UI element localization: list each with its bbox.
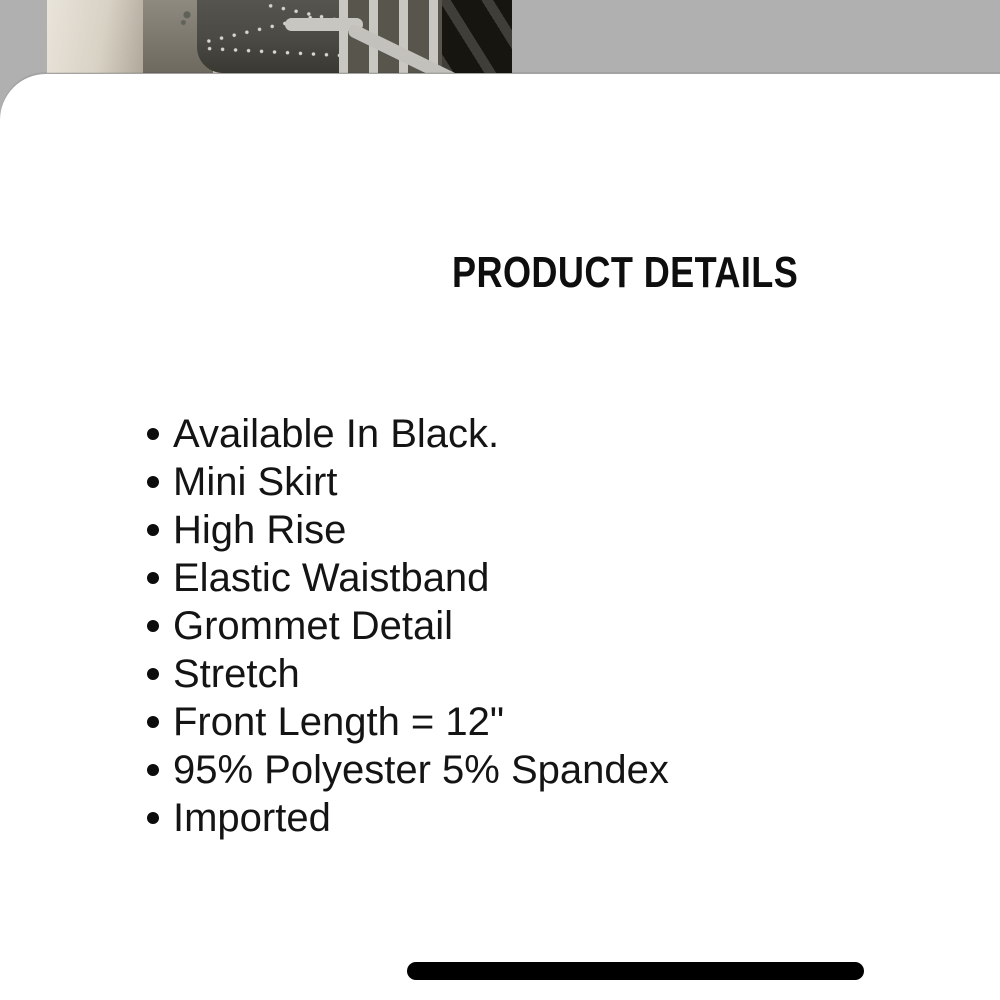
list-item-text: Grommet Detail — [173, 603, 454, 648]
list-item-text: Mini Skirt — [173, 459, 338, 504]
photo-arm-tattoo — [178, 6, 196, 28]
list-item — [147, 410, 669, 458]
list-item — [147, 602, 669, 650]
list-item — [147, 794, 669, 842]
list-item-text: Imported — [173, 795, 331, 840]
bullet-icon — [147, 524, 159, 536]
home-indicator-bar[interactable] — [407, 962, 864, 980]
list-item — [147, 746, 669, 794]
list-item — [147, 506, 669, 554]
list-item — [147, 698, 669, 746]
product-details-list — [147, 410, 669, 842]
bullet-icon — [147, 572, 159, 584]
photo-studded-skirt — [197, 0, 339, 73]
photo-staircase — [442, 0, 512, 73]
product-photo[interactable] — [47, 0, 512, 73]
bullet-icon — [147, 620, 159, 632]
list-item-text: Available In Black. — [173, 411, 500, 456]
list-item-text: 95% Polyester 5% Spandex — [173, 747, 669, 792]
bullet-icon — [147, 668, 159, 680]
bullet-icon — [147, 428, 159, 440]
bullet-icon — [147, 764, 159, 776]
list-item-text: High Rise — [173, 507, 347, 552]
bullet-icon — [147, 476, 159, 488]
list-item — [147, 554, 669, 602]
list-item — [147, 458, 669, 506]
list-item-text: Stretch — [173, 651, 300, 696]
list-item-text: Elastic Waistband — [173, 555, 490, 600]
list-item-text: Front Length = 12" — [173, 699, 505, 744]
bullet-icon — [147, 716, 159, 728]
list-item — [147, 650, 669, 698]
product-details-sheet — [0, 74, 1000, 1000]
bullet-icon — [147, 812, 159, 824]
product-details-title: PRODUCT DETAILS — [452, 247, 799, 297]
